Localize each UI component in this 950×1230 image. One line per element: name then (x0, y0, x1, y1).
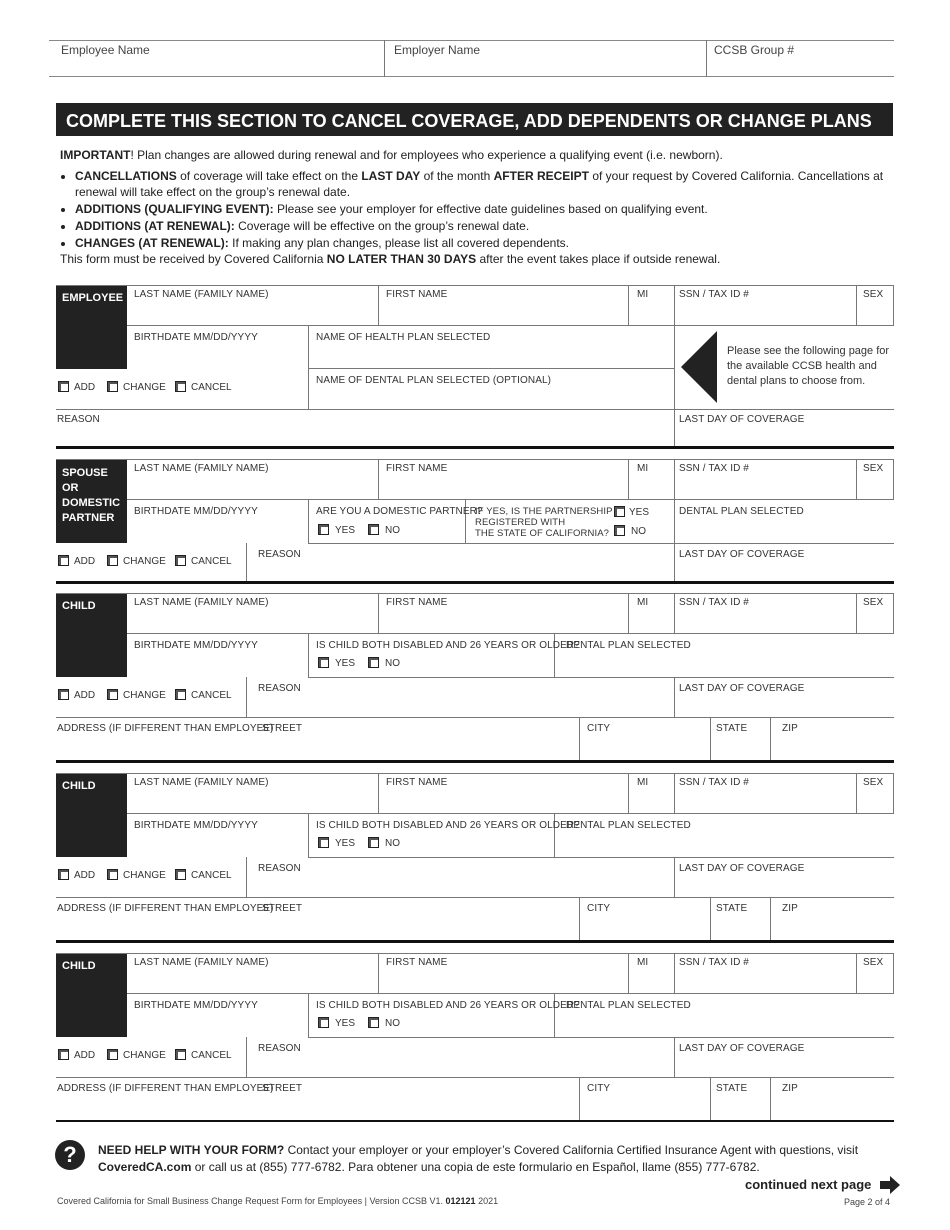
child-1-first-name-field[interactable]: FIRST NAME (386, 597, 448, 608)
child-2-reason-field[interactable]: REASON (258, 863, 301, 874)
child-1-dental-plan-field[interactable]: DENTAL PLAN SELECTED (566, 640, 691, 651)
page-number: Page 2 of 4 (844, 1197, 891, 1207)
child-3-birthdate-field[interactable]: BIRTHDATE MM/DD/YYYY (134, 1000, 258, 1011)
add-label: ADD (74, 870, 96, 881)
employee-first-name-field[interactable]: FIRST NAME (386, 289, 448, 300)
employer-name-field[interactable]: Employer Name (394, 43, 481, 57)
child-3-first-name-field[interactable]: FIRST NAME (386, 957, 448, 968)
child-2-mi-field[interactable]: MI (637, 777, 649, 788)
child-1-street-field[interactable]: STREET (262, 723, 303, 734)
child-3-reason-field[interactable]: REASON (258, 1043, 301, 1054)
child-3-state-field[interactable]: STATE (716, 1083, 748, 1094)
child-2-zip-field[interactable]: ZIP (782, 903, 798, 914)
child-1-add-checkbox[interactable] (58, 689, 69, 700)
employee-change-checkbox[interactable] (107, 381, 118, 392)
child-1-disabled-yes-checkbox[interactable] (318, 657, 329, 668)
cancel-label: CANCEL (191, 556, 232, 567)
child-1-zip-field[interactable]: ZIP (782, 723, 798, 734)
child-2-section-header: CHILD (56, 773, 127, 857)
cancel-label: CANCEL (191, 690, 232, 701)
child-2-city-field[interactable]: CITY (587, 903, 611, 914)
yes-label: YES (335, 838, 356, 849)
child-1-sex-field[interactable]: SEX (863, 597, 884, 608)
child-3-section-header: CHILD (56, 953, 127, 1037)
employee-sex-field[interactable]: SEX (863, 289, 884, 300)
child-2-address-label: ADDRESS (IF DIFFERENT THAN EMPLOYEE) (57, 903, 274, 914)
change-label: CHANGE (123, 556, 166, 567)
child-3-cancel-checkbox[interactable] (175, 1049, 186, 1060)
yes-label: YES (335, 658, 356, 669)
yes-label: YES (335, 1018, 356, 1029)
child-3-zip-field[interactable]: ZIP (782, 1083, 798, 1094)
child-2-street-field[interactable]: STREET (262, 903, 303, 914)
employee-add-checkbox[interactable] (58, 381, 69, 392)
spouse-mi-field[interactable]: MI (637, 463, 649, 474)
add-label: ADD (74, 690, 96, 701)
child-3-last-day-field[interactable]: LAST DAY OF COVERAGE (679, 1043, 805, 1054)
employee-last-name-field[interactable]: LAST NAME (FAMILY NAME) (134, 289, 269, 300)
yes-label: YES (629, 507, 650, 518)
domestic-partner-question: ARE YOU A DOMESTIC PARTNER? (316, 506, 483, 517)
child-3-street-field[interactable]: STREET (262, 1083, 303, 1094)
child-1-last-name-field[interactable]: LAST NAME (FAMILY NAME) (134, 597, 269, 608)
employee-cancel-checkbox[interactable] (175, 381, 186, 392)
child-2-cancel-checkbox[interactable] (175, 869, 186, 880)
spouse-last-day-field[interactable]: LAST DAY OF COVERAGE (679, 549, 805, 560)
employee-name-field[interactable]: Employee Name (61, 43, 150, 57)
child-1-address-label: ADDRESS (IF DIFFERENT THAN EMPLOYEE) (57, 723, 274, 734)
child-2-add-checkbox[interactable] (58, 869, 69, 880)
child-3-last-name-field[interactable]: LAST NAME (FAMILY NAME) (134, 957, 269, 968)
child-2-ssn-field[interactable]: SSN / TAX ID # (679, 777, 749, 788)
spouse-first-name-field[interactable]: FIRST NAME (386, 463, 448, 474)
registered-no-checkbox[interactable] (614, 525, 625, 536)
employee-last-day-field[interactable]: LAST DAY OF COVERAGE (679, 414, 805, 425)
child-2-dental-plan-field[interactable]: DENTAL PLAN SELECTED (566, 820, 691, 831)
list-item: • ADDITIONS (QUALIFYING EVENT): Please see your employer for effective date guidelines based on qualifying event. (75, 201, 905, 217)
child-2-disabled-question: IS CHILD BOTH DISABLED AND 26 YEARS OR OLDER? (316, 820, 580, 831)
child-1-section-header: CHILD (56, 593, 127, 677)
child-1-cancel-checkbox[interactable] (175, 689, 186, 700)
child-3-disabled-yes-checkbox[interactable] (318, 1017, 329, 1028)
change-label: CHANGE (123, 1050, 166, 1061)
spouse-last-name-field[interactable]: LAST NAME (FAMILY NAME) (134, 463, 269, 474)
arrow-right-icon (880, 1176, 900, 1194)
child-2-disabled-yes-checkbox[interactable] (318, 837, 329, 848)
child-1-state-field[interactable]: STATE (716, 723, 748, 734)
child-1-last-day-field[interactable]: LAST DAY OF COVERAGE (679, 683, 805, 694)
child-3-add-checkbox[interactable] (58, 1049, 69, 1060)
ccsb-group-field[interactable]: CCSB Group # (714, 43, 795, 57)
rules-list (60, 168, 905, 252)
child-1-change-checkbox[interactable] (107, 689, 118, 700)
child-1-mi-field[interactable]: MI (637, 597, 649, 608)
pointer-arrow-icon (681, 331, 717, 403)
list-item: • CHANGES (AT RENEWAL): If making any plan changes, please list all covered dependents. (75, 235, 905, 251)
spouse-birthdate-field[interactable]: BIRTHDATE MM/DD/YYYY (134, 506, 258, 517)
child-1-ssn-field[interactable]: SSN / TAX ID # (679, 597, 749, 608)
child-3-ssn-field[interactable]: SSN / TAX ID # (679, 957, 749, 968)
spouse-section-header: SPOUSE OR DOMESTIC PARTNER (56, 459, 127, 543)
cancel-label: CANCEL (191, 870, 232, 881)
child-3-disabled-question: IS CHILD BOTH DISABLED AND 26 YEARS OR OLDER? (316, 1000, 580, 1011)
list-item: • ADDITIONS (AT RENEWAL): Coverage will be effective on the group’s renewal date. (75, 218, 905, 234)
child-2-disabled-no-checkbox[interactable] (368, 837, 379, 848)
domestic-yes-checkbox[interactable] (318, 524, 329, 535)
help-text: NEED HELP WITH YOUR FORM? Contact your employer or your employer’s Covered California Certified Insurance Agent with questions, visit CoveredCA.com or call us at (855) 777-6782. Para obtener una copia de este formulario en Español, llame (855) 777-6782. (98, 1143, 859, 1174)
no-label: NO (385, 525, 400, 536)
domestic-no-checkbox[interactable] (368, 524, 379, 535)
spouse-add-checkbox[interactable] (58, 555, 69, 566)
no-label: NO (385, 838, 400, 849)
footer-form-info: Covered California for Small Business Change Request Form for Employees | Version CCSB V1. 012121 2021 (57, 1196, 499, 1206)
child-3-city-field[interactable]: CITY (587, 1083, 611, 1094)
child-2-birthdate-field[interactable]: BIRTHDATE MM/DD/YYYY (134, 820, 258, 831)
child-1-birthdate-field[interactable]: BIRTHDATE MM/DD/YYYY (134, 640, 258, 651)
child-2-change-checkbox[interactable] (107, 869, 118, 880)
registered-question: IF YES, IS THE PARTNERSHIP REGISTERED WITH THE STATE OF CALIFORNIA? (475, 506, 613, 539)
child-1-reason-field[interactable]: REASON (258, 683, 301, 694)
employee-ssn-field[interactable]: SSN / TAX ID # (679, 289, 749, 300)
coveredca-link[interactable]: CoveredCA.com (98, 1160, 192, 1174)
no-label: NO (385, 658, 400, 669)
cancel-label: CANCEL (191, 382, 232, 393)
important-note: IMPORTANT! Plan changes are allowed during renewal and for employees who experience a qualifying event (i.e. newborn). (60, 148, 723, 162)
employee-mi-field[interactable]: MI (637, 289, 649, 300)
child-3-dental-plan-field[interactable]: DENTAL PLAN SELECTED (566, 1000, 691, 1011)
add-label: ADD (74, 1050, 96, 1061)
employee-dental-plan-field[interactable]: NAME OF DENTAL PLAN SELECTED (OPTIONAL) (316, 375, 552, 386)
change-label: CHANGE (123, 690, 166, 701)
add-label: ADD (74, 382, 96, 393)
child-3-mi-field[interactable]: MI (637, 957, 649, 968)
child-2-last-day-field[interactable]: LAST DAY OF COVERAGE (679, 863, 805, 874)
spouse-dental-plan-field[interactable]: DENTAL PLAN SELECTED (679, 506, 804, 517)
child-3-sex-field[interactable]: SEX (863, 957, 884, 968)
section-banner: COMPLETE THIS SECTION TO CANCEL COVERAGE, ADD DEPENDENTS OR CHANGE PLANS (56, 103, 893, 136)
change-label: CHANGE (123, 870, 166, 881)
child-3-change-checkbox[interactable] (107, 1049, 118, 1060)
help-question-icon: ? (55, 1140, 85, 1170)
child-2-last-name-field[interactable]: LAST NAME (FAMILY NAME) (134, 777, 269, 788)
child-3-disabled-no-checkbox[interactable] (368, 1017, 379, 1028)
spouse-change-checkbox[interactable] (107, 555, 118, 566)
child-1-disabled-question: IS CHILD BOTH DISABLED AND 26 YEARS OR OLDER? (316, 640, 580, 651)
no-label: NO (385, 1018, 400, 1029)
child-1-city-field[interactable]: CITY (587, 723, 611, 734)
list-item: • CANCELLATIONS of coverage will take effect on the LAST DAY of the month AFTER RECEIPT of your request by Covered California. Cancellations at renewal will take effect on the group’s renewal date. (75, 168, 905, 200)
child-2-sex-field[interactable]: SEX (863, 777, 884, 788)
employee-health-plan-field[interactable]: NAME OF HEALTH PLAN SELECTED (316, 332, 491, 343)
spouse-cancel-checkbox[interactable] (175, 555, 186, 566)
cancel-label: CANCEL (191, 1050, 232, 1061)
employee-birthdate-field[interactable]: BIRTHDATE MM/DD/YYYY (134, 332, 258, 343)
employee-reason-field[interactable]: REASON (57, 414, 100, 425)
yes-label: YES (335, 525, 356, 536)
child-2-state-field[interactable]: STATE (716, 903, 748, 914)
registered-yes-checkbox[interactable] (614, 506, 625, 517)
child-3-address-label: ADDRESS (IF DIFFERENT THAN EMPLOYEE) (57, 1083, 274, 1094)
child-2-first-name-field[interactable]: FIRST NAME (386, 777, 448, 788)
child-1-disabled-no-checkbox[interactable] (368, 657, 379, 668)
spouse-sex-field[interactable]: SEX (863, 463, 884, 474)
deadline-note: This form must be received by Covered California NO LATER THAN 30 DAYS after the event takes place if outside renewal. (60, 252, 721, 266)
spouse-reason-field[interactable]: REASON (258, 549, 301, 560)
spouse-ssn-field[interactable]: SSN / TAX ID # (679, 463, 749, 474)
continued-text: continued next page (745, 1177, 872, 1192)
add-label: ADD (74, 556, 96, 567)
change-label: CHANGE (123, 382, 166, 393)
no-label: NO (631, 526, 646, 537)
plans-note: Please see the following page for the available CCSB health and dental plans to choose from. (727, 345, 890, 387)
employee-section-header: EMPLOYEE (56, 285, 127, 369)
